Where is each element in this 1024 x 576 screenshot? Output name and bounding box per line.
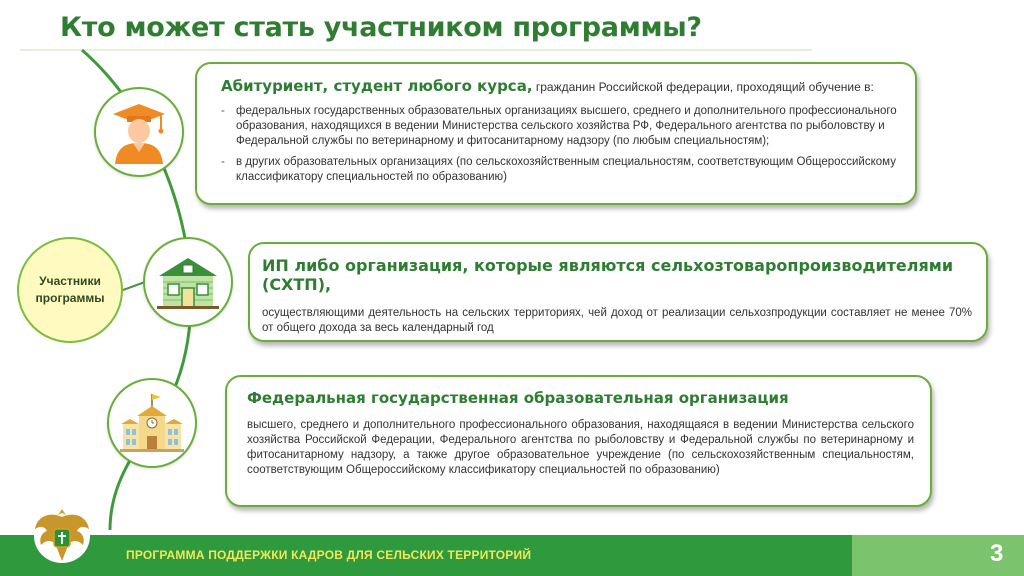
- page-number: 3: [990, 540, 1004, 567]
- list-item: - федеральных государственных образовательных организациях высшего, среднего и дополнительного профессионального образования, находящихся в ведении Министерства сельского хозяйства РФ, Федерального агентства по рыболовству и Федеральной службы по ветеринарному и фитосанитарному надзору (по любым специальностям);: [221, 104, 901, 149]
- card-agro-producer-body: осуществляющими деятельность на сельских территориях, чей доход от реализации сельхозпродукции составляет не менее 70% от общего дохода за весь календарный год: [262, 307, 972, 334]
- farmhouse-icon-circle: [143, 237, 233, 327]
- card-student: [195, 62, 917, 205]
- card-student-lead: Абитуриент, студент любого курса,: [221, 77, 533, 95]
- program-participants-circle: [17, 237, 123, 343]
- card-student-bullets: [221, 104, 901, 185]
- card-agro-producer-lead: ИП либо организация, которые являются сельхозтоваропроизводителями (СХТП),: [262, 256, 954, 294]
- card-educational-org-body: высшего, среднего и дополнительного профессионального образования, находящаяся в ведении Министерства сельского хозяйства Российской Федерации, Федерального агентства по рыболовству и Федеральной службы по ветеринарному и фитосанитарному надзору, а также другое образовательное учреждение (по сельскохозяйственным специальностям, соответствующим Общероссийскому классификатору специальностей по образованию): [247, 419, 914, 476]
- graduate-student-icon: [109, 100, 169, 164]
- card-agro-producer: [248, 242, 988, 342]
- card-student-heading: [221, 77, 901, 96]
- state-emblem-icon: [31, 503, 93, 569]
- card-educational-org-lead: Федеральная государственная образовательная организация: [247, 389, 789, 407]
- card-educational-org: [225, 375, 932, 507]
- school-building-icon: [119, 392, 185, 454]
- school-icon-circle: [107, 378, 197, 468]
- card-student-lead-rest: гражданин Российской федерации, проходящий обучение в:: [532, 80, 874, 94]
- graduate-icon-circle: [94, 87, 184, 177]
- page-title: Кто может стать участником программы?: [60, 12, 702, 43]
- center-label: Участники программы: [35, 274, 105, 305]
- footer-program-name: ПРОГРАММА ПОДДЕРЖКИ КАДРОВ ДЛЯ СЕЛЬСКИХ ТЕРРИТОРИЙ: [126, 548, 532, 562]
- farm-house-icon: [155, 254, 221, 310]
- list-item: - в других образовательных организациях (по сельскохозяйственным специальностям, соответствующим Общероссийскому классификатору специальностей по образованию): [221, 155, 901, 185]
